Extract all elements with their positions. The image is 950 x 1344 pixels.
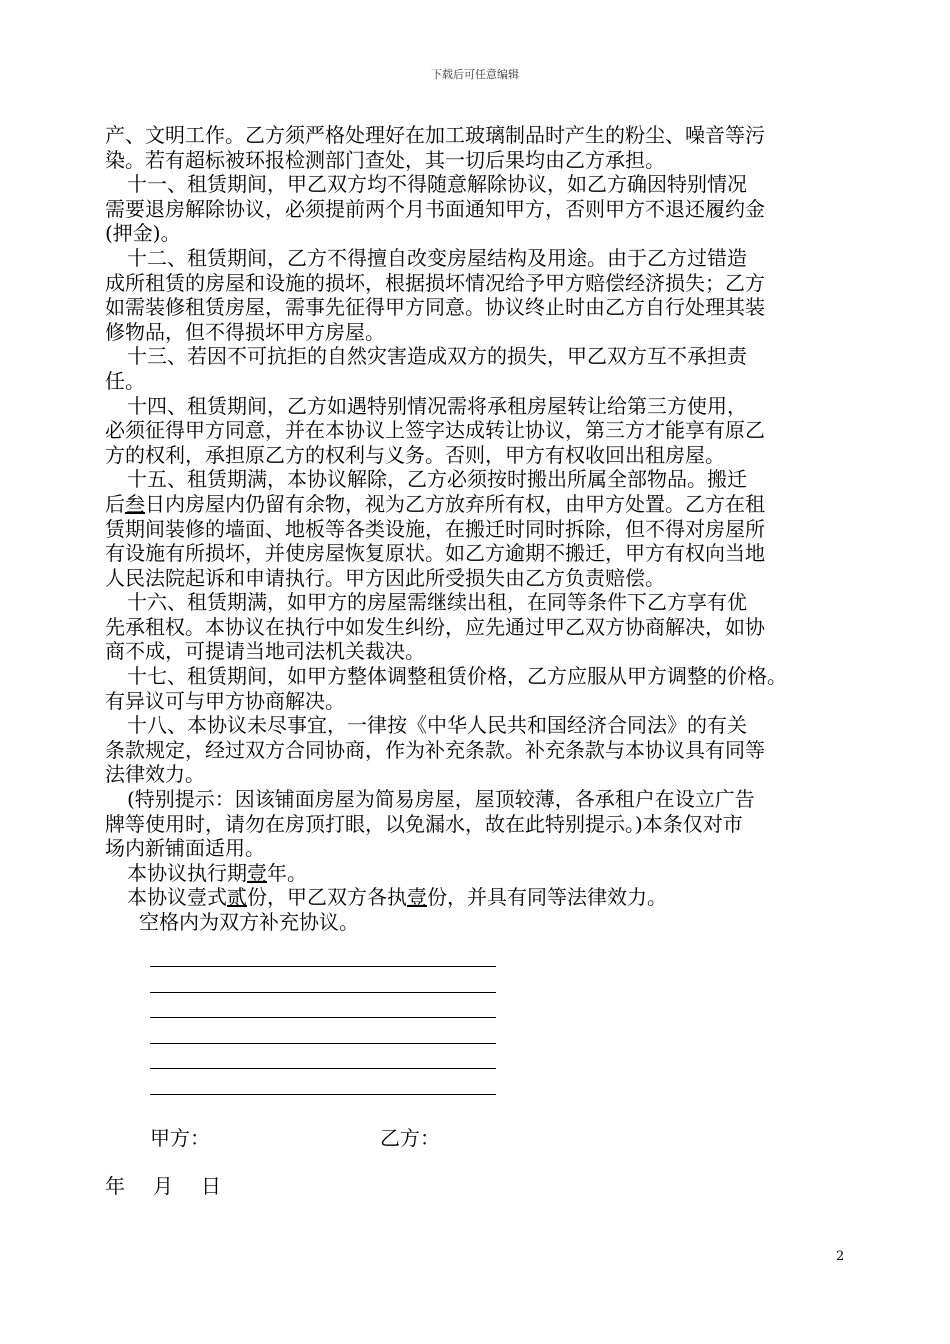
clause-15-line: 赁期间装修的墙面、地板等各类设施，在搬迁时同时拆除，但不得对房屋所 — [105, 516, 765, 541]
clause-16-line: 先承租权。本协议在执行中如发生纠纷，应先通过甲乙双方协商解决，如协 — [105, 614, 765, 639]
term-years-value: 壹 — [247, 860, 267, 885]
clause-17-line: 十七、租赁期间，如甲方整体调整租赁价格，乙方应服从甲方调整的价格。 — [127, 664, 787, 689]
copies-text: 本协议壹式 — [127, 885, 227, 910]
signature-row — [150, 1122, 440, 1151]
clause-12-line: 修物品，但不得损坏甲方房屋。 — [105, 319, 385, 344]
text-line: 染。若有超标被环报检测部门查处，其一切后果均由乙方承担。 — [105, 147, 665, 172]
text-line: 产、文明工作。乙方须严格处理好在加工玻璃制品时产生的粉尘、噪音等污 — [105, 123, 765, 147]
clause-15-line: 有设施有所损坏，并使房屋恢复原状。如乙方逾期不搬迁，甲方有权向当地 — [105, 541, 765, 566]
clause-17-line: 有异议可与甲方协商解决。 — [105, 688, 345, 713]
clause-12-line: 如需装修租赁房屋，需事先征得甲方同意。协议终止时由乙方自行处理其装 — [105, 295, 765, 320]
clause-16-line: 商不成，可提请当地司法机关裁决。 — [105, 639, 425, 664]
clause-15-line: 十五、租赁期满，本协议解除，乙方必须按时搬出所属全部物品。搬迁 — [127, 467, 747, 492]
clause-16-line: 十六、租赁期满，如甲方的房屋需继续出租，在同等条件下乙方享有优 — [127, 590, 747, 615]
copies-each-value: 壹 — [407, 885, 427, 910]
party-b-label: 乙方： — [380, 1126, 440, 1150]
clause-11-line: 需要退房解除协议，必须提前两个月书面通知甲方，否则甲方不退还履约金 — [105, 196, 765, 221]
term-line — [105, 861, 865, 886]
blank-line — [150, 1094, 496, 1095]
supplement-note: 空格内为双方补充协议。 — [139, 910, 359, 934]
contract-body — [105, 123, 865, 935]
clause-15-text: 后 — [105, 491, 125, 516]
page-number: 2 — [836, 1249, 845, 1264]
supplement-blank-lines — [150, 966, 496, 1120]
clause-13-line: 任。 — [105, 368, 145, 393]
page-header: 下载后可任意编辑 — [431, 68, 519, 81]
date-row — [105, 1170, 249, 1199]
clause-14-line: 必须征得甲方同意，并在本协议上签字达成转让协议，第三方才能享有原乙 — [105, 418, 765, 443]
clause-18-line: 法律效力。 — [105, 762, 205, 787]
clause-11-line: 十一、租赁期间，甲乙双方均不得随意解除协议，如乙方确因特别情况 — [127, 172, 747, 197]
clause-11-line: (押金)。 — [105, 221, 181, 246]
clause-15-text: 日内房屋内仍留有余物，视为乙方放弃所有权，由甲方处置。乙方在租 — [145, 491, 765, 516]
date-year: 年 — [105, 1174, 125, 1198]
date-month: 月 — [153, 1174, 173, 1198]
term-text: 年。 — [267, 860, 307, 885]
special-note-line: 牌等使用时，请勿在房顶打眼，以免漏水，故在此特别提示。)本条仅对市 — [105, 811, 743, 836]
special-note-line: 场内新铺面适用。 — [105, 836, 265, 861]
copies-text: 份，甲乙双方各执 — [247, 885, 407, 910]
blank-line — [150, 1043, 496, 1044]
term-text: 本协议执行期 — [127, 860, 247, 885]
blank-line — [150, 966, 496, 967]
copies-line — [105, 885, 865, 910]
date-day: 日 — [201, 1174, 221, 1198]
days-value: 叁 — [125, 491, 145, 516]
blank-line — [150, 1017, 496, 1018]
clause-15-line: 人民法院起诉和申请执行。甲方因此所受损失由乙方负责赔偿。 — [105, 565, 665, 590]
copies-total-value: 贰 — [227, 885, 247, 910]
blank-line — [150, 992, 496, 993]
clause-18-line: 十八、本协议未尽事宜，一律按《中华人民共和国经济合同法》的有关 — [127, 713, 747, 738]
party-a-label: 甲方： — [150, 1126, 210, 1150]
special-note-line: (特别提示：因该铺面房屋为简易房屋，屋顶较薄，各承租户在设立广告 — [127, 787, 755, 812]
blank-line — [150, 1068, 496, 1069]
clause-14-line: 方的权利，承担原乙方的权利与义务。否则，甲方有权收回出租房屋。 — [105, 442, 725, 467]
clause-18-line: 条款规定，经过双方合同协商，作为补充条款。补充条款与本协议具有同等 — [105, 737, 765, 762]
clause-13-line: 十三、若因不可抗拒的自然灾害造成双方的损失，甲乙双方互不承担责 — [127, 344, 747, 369]
clause-12-line: 成所租赁的房屋和设施的损坏，根据损坏情况给予甲方赔偿经济损失；乙方 — [105, 270, 765, 295]
clause-14-line: 十四、租赁期间，乙方如遇特别情况需将承租房屋转让给第三方使用， — [127, 393, 747, 418]
clause-15-line — [105, 492, 865, 517]
clause-12-line: 十二、租赁期间，乙方不得擅自改变房屋结构及用途。由于乙方过错造 — [127, 245, 747, 270]
copies-text: 份，并具有同等法律效力。 — [427, 885, 667, 910]
